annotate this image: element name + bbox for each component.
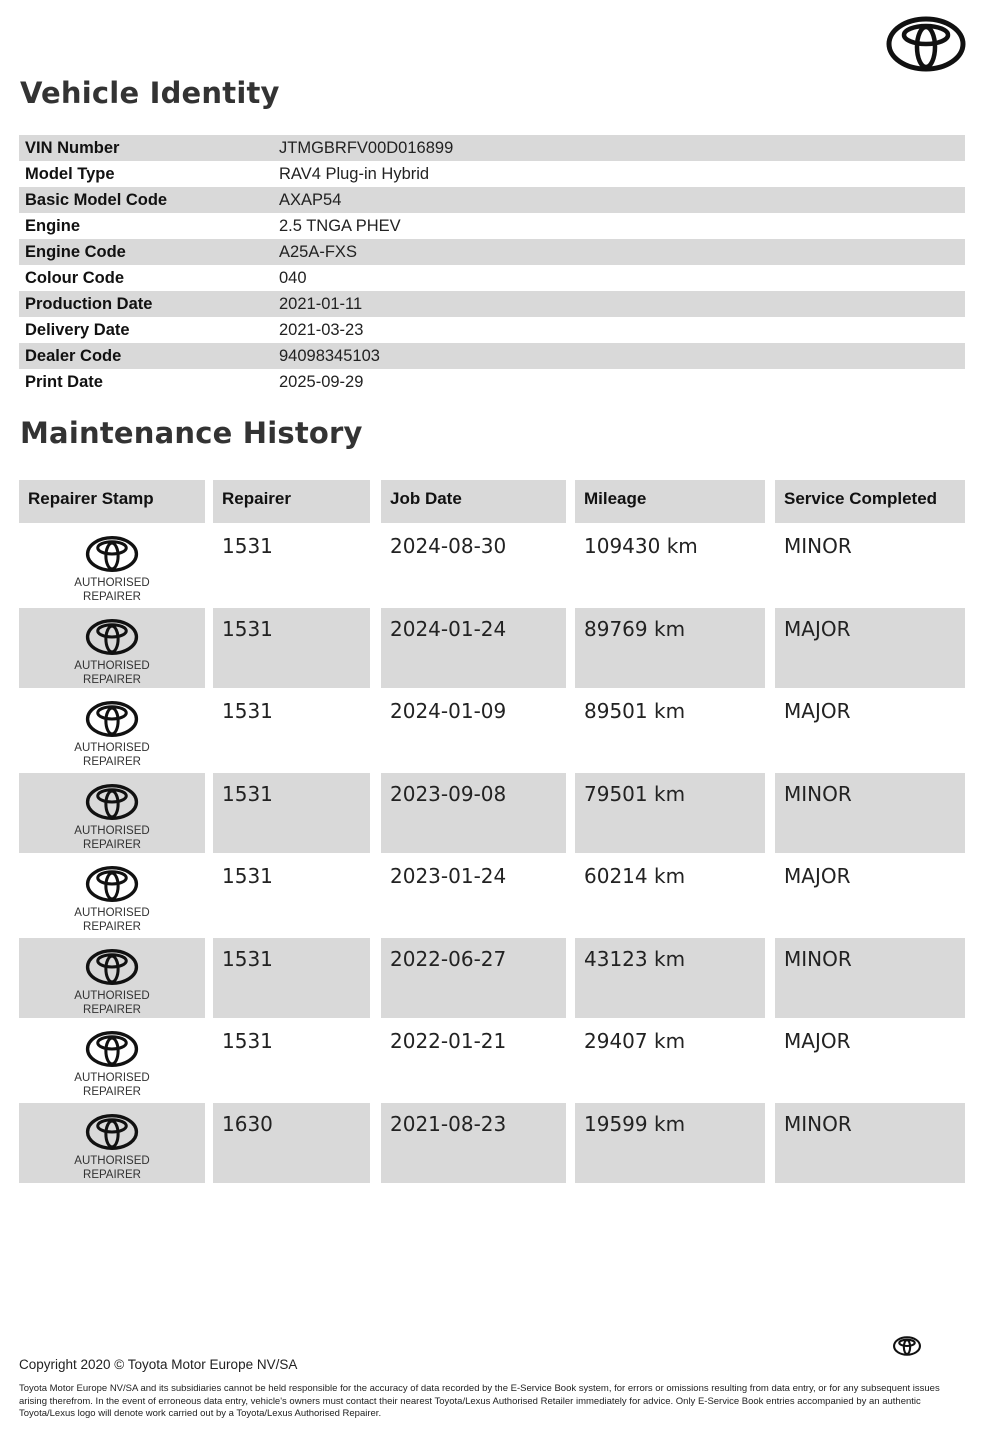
stamp-line1: AUTHORISED bbox=[74, 1154, 150, 1167]
toyota-logo-icon bbox=[84, 948, 140, 986]
toyota-logo-icon bbox=[84, 1030, 140, 1068]
service-completed-cell: MINOR bbox=[775, 938, 965, 1018]
stamp-text bbox=[19, 824, 205, 852]
copyright-text: Copyright 2020 © Toyota Motor Europe NV/SA bbox=[19, 1357, 298, 1372]
stamp-line2: REPAIRER bbox=[83, 673, 141, 686]
repairer-stamp bbox=[19, 525, 205, 605]
identity-value: 040 bbox=[279, 268, 307, 287]
identity-label: VIN Number bbox=[25, 138, 120, 157]
job-date-cell: 2022-01-21 bbox=[390, 1029, 507, 1053]
stamp-line2: REPAIRER bbox=[83, 1003, 141, 1016]
service-completed-cell: MINOR bbox=[775, 773, 965, 853]
stamp-line2: REPAIRER bbox=[83, 838, 141, 851]
repairer-cell: 1531 bbox=[222, 864, 273, 888]
repairer-stamp bbox=[19, 938, 205, 1018]
stamp-line1: AUTHORISED bbox=[74, 577, 150, 589]
repairer-cell: 1531 bbox=[222, 699, 273, 723]
repairer-cell: 1630 bbox=[213, 1103, 370, 1183]
identity-row bbox=[19, 135, 965, 161]
vehicle-identity-heading: Vehicle Identity bbox=[20, 76, 280, 110]
mileage-cell: 89501 km bbox=[584, 699, 686, 723]
identity-label: Engine Code bbox=[25, 242, 126, 261]
toyota-logo-icon bbox=[893, 1336, 921, 1356]
table-row bbox=[19, 523, 965, 606]
identity-label: Production Date bbox=[25, 294, 153, 313]
identity-row bbox=[19, 213, 965, 239]
disclaimer-text: Toyota Motor Europe NV/SA and its subsidiaries cannot be held responsible for the accuracy of data recorded by the E-Service Book system, for errors or omissions resulting from data entry, or for any subsequent issues arising therefrom. In the event of erroneous data entry, vehicle's owners must contact their nearest Toyota/Lexus Authorised Retailer immediately for advice. Only E-Service Book entries accompanied by an authentic Toyota/Lexus logo will denote work carried out by a Toyota/Lexus Authorised Repairer. bbox=[19, 1383, 940, 1419]
service-completed-cell: MINOR bbox=[775, 1103, 965, 1183]
table-row bbox=[19, 1101, 965, 1184]
repairer-stamp bbox=[19, 1020, 205, 1100]
stamp-line1: AUTHORISED bbox=[74, 824, 150, 837]
table-row bbox=[19, 853, 965, 936]
maintenance-table-body bbox=[19, 523, 965, 1183]
stamp-text bbox=[19, 1154, 205, 1182]
column-header-repairer-stamp: Repairer Stamp bbox=[19, 480, 205, 523]
identity-row bbox=[19, 161, 965, 187]
identity-label: Model Type bbox=[25, 164, 115, 183]
job-date-cell: 2024-08-30 bbox=[390, 534, 507, 558]
repairer-cell: 1531 bbox=[213, 773, 370, 853]
stamp-text bbox=[19, 741, 205, 769]
stamp-line1: AUTHORISED bbox=[74, 659, 150, 672]
identity-label: Delivery Date bbox=[25, 320, 130, 339]
identity-value: 2021-03-23 bbox=[279, 320, 364, 339]
job-date-cell: 2024-01-24 bbox=[381, 608, 566, 688]
job-date-cell: 2023-01-24 bbox=[390, 864, 507, 888]
job-date-cell: 2022-06-27 bbox=[381, 938, 566, 1018]
maintenance-table-header bbox=[19, 480, 965, 523]
repairer-stamp bbox=[19, 1103, 205, 1183]
table-row bbox=[19, 936, 965, 1019]
service-completed-cell: MAJOR bbox=[784, 1029, 851, 1053]
identity-value: 2.5 TNGA PHEV bbox=[279, 216, 401, 235]
identity-row bbox=[19, 239, 965, 265]
stamp-line1: AUTHORISED bbox=[74, 1072, 150, 1084]
mileage-cell: 43123 km bbox=[575, 938, 765, 1018]
identity-row bbox=[19, 291, 965, 317]
table-row bbox=[19, 771, 965, 854]
stamp-line1: AUTHORISED bbox=[74, 742, 150, 754]
stamp-text bbox=[19, 1071, 205, 1099]
stamp-text bbox=[19, 906, 205, 934]
repairer-cell: 1531 bbox=[222, 1029, 273, 1053]
identity-label: Engine bbox=[25, 216, 81, 235]
mileage-cell: 29407 km bbox=[584, 1029, 686, 1053]
service-completed-cell: MINOR bbox=[784, 534, 852, 558]
identity-value: 2025-09-29 bbox=[279, 372, 364, 391]
repairer-stamp bbox=[19, 608, 205, 688]
identity-row bbox=[19, 343, 965, 369]
mileage-cell: 60214 km bbox=[584, 864, 686, 888]
repairer-cell: 1531 bbox=[213, 608, 370, 688]
toyota-logo-icon bbox=[84, 1113, 140, 1151]
identity-row bbox=[19, 265, 965, 291]
identity-row bbox=[19, 369, 965, 395]
mileage-cell: 79501 km bbox=[575, 773, 765, 853]
identity-label: Basic Model Code bbox=[25, 190, 168, 209]
vehicle-identity-table bbox=[19, 135, 965, 395]
repairer-stamp bbox=[19, 690, 205, 770]
stamp-text bbox=[19, 576, 205, 604]
stamp-line2: REPAIRER bbox=[83, 921, 141, 933]
toyota-logo-icon bbox=[84, 865, 140, 903]
stamp-text bbox=[19, 989, 205, 1017]
stamp-line2: REPAIRER bbox=[83, 1086, 141, 1098]
identity-label: Print Date bbox=[25, 372, 103, 391]
toyota-logo-icon bbox=[84, 700, 140, 738]
job-date-cell: 2023-09-08 bbox=[381, 773, 566, 853]
identity-value: RAV4 Plug-in Hybrid bbox=[279, 164, 430, 183]
mileage-cell: 19599 km bbox=[575, 1103, 765, 1183]
mileage-cell: 89769 km bbox=[575, 608, 765, 688]
column-header-job-date: Job Date bbox=[381, 480, 566, 523]
toyota-logo-icon bbox=[886, 16, 966, 72]
table-row bbox=[19, 688, 965, 771]
identity-label: Colour Code bbox=[25, 268, 124, 287]
service-completed-cell: MAJOR bbox=[784, 699, 851, 723]
toyota-logo-icon bbox=[84, 618, 140, 656]
identity-value: AXAP54 bbox=[279, 190, 342, 209]
toyota-logo-icon bbox=[84, 783, 140, 821]
identity-row bbox=[19, 187, 965, 213]
toyota-logo-icon bbox=[84, 535, 140, 573]
identity-value: 94098345103 bbox=[279, 346, 380, 365]
stamp-text bbox=[19, 659, 205, 687]
stamp-line2: REPAIRER bbox=[83, 1168, 141, 1181]
identity-value: 2021-01-11 bbox=[279, 294, 363, 313]
repairer-cell: 1531 bbox=[213, 938, 370, 1018]
maintenance-history-heading: Maintenance History bbox=[20, 416, 363, 450]
identity-value: A25A-FXS bbox=[279, 242, 357, 261]
column-header-mileage: Mileage bbox=[575, 480, 765, 523]
stamp-line2: REPAIRER bbox=[83, 756, 141, 768]
identity-row bbox=[19, 317, 965, 343]
stamp-line1: AUTHORISED bbox=[74, 989, 150, 1002]
repairer-cell: 1531 bbox=[222, 534, 273, 558]
column-header-service-completed: Service Completed bbox=[775, 480, 965, 523]
job-date-cell: 2021-08-23 bbox=[381, 1103, 566, 1183]
service-completed-cell: MAJOR bbox=[775, 608, 965, 688]
column-header-repairer: Repairer bbox=[213, 480, 370, 523]
stamp-line2: REPAIRER bbox=[83, 591, 141, 603]
stamp-line1: AUTHORISED bbox=[74, 907, 150, 919]
repairer-stamp bbox=[19, 855, 205, 935]
table-row bbox=[19, 1018, 965, 1101]
identity-label: Dealer Code bbox=[25, 346, 122, 365]
repairer-stamp bbox=[19, 773, 205, 853]
table-row bbox=[19, 606, 965, 689]
identity-value: JTMGBRFV00D016899 bbox=[279, 138, 454, 157]
job-date-cell: 2024-01-09 bbox=[390, 699, 507, 723]
mileage-cell: 109430 km bbox=[584, 534, 698, 558]
service-completed-cell: MAJOR bbox=[784, 864, 851, 888]
